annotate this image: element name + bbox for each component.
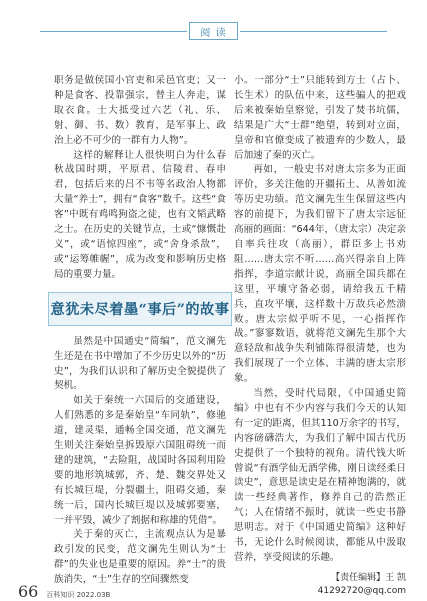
paragraph: 小。一部分“士”只能转到方士（占卜、长生术）的队伍中来，这些骗人的把戏后来被秦始皇察觉，引发了焚书坑儒，结果是广大“士群”绝望，转到对立面，皇帝和官僚变成了被遗弃的少数人，最后加速了秦的灭亡。 — [234, 75, 406, 161]
section-heading — [48, 292, 232, 326]
paragraph: 再如，一般史书对唐太宗多为正面评价，多关注他的开疆拓土、从善如流等历史功绩。范文澜先生生保留这些内容的前提下，为我们留下了唐太宗远征高丽的画面：“644年，（唐太宗）决定亲自率兵往攻（高丽），群臣多上书劝阻……唐太宗不听……高兴得亲自上阵指挥，李道宗献计说，高丽全国兵都在这里，平壤守备必弱，请给我五千精兵，直攻平壤，这样数十万敌兵必然溃败。唐太宗似乎听不见，一心指挥作战。”寥寥数语，就将范文澜先生那个大意轻敌和战争失利铺陈得很清楚，也为我们展现了一个立体、丰满的唐太宗形象。 — [234, 164, 406, 385]
paragraph: 关于秦的灭亡，主流观点认为是暴政引发的民变，范文澜先生则认为“士群”的失业也是重要的原因。养“士”的贵族消失，“士”生存的空间骤然变 — [54, 529, 226, 586]
paragraph: 职务是做侯国小官吏和采邑官吏；又一种是食客、投靠强宗，替主人奔走，谋取衣食。士大抵受过六艺（礼、乐、射、御、书、数）教育，是军事上、政治上必不可少的一群有力人物”。 — [54, 75, 226, 146]
section-label: 阅 读 — [189, 22, 238, 40]
header-rule-right — [240, 31, 387, 32]
page-number: 66 — [18, 582, 39, 601]
editor-email: 41292720@qq.com — [317, 585, 406, 596]
editor-credit: 【责任编辑】王 凯 — [331, 572, 406, 583]
section-heading-text: 意犹未尽着墨“事后”的故事 — [50, 301, 230, 318]
paragraph: 这样的解释让人很快明白为什么春秋战国时期，平原君、信陵君、春申君，包括后来的吕不韦等名政治人物都大量“养士”，拥有“食客”数千。这些“食客”中既有鸡鸣狗盗之徒，也有文韬武略之士。在历史的关键节点，士或“慷慨赴义”，或“语惊四座”，或“舍身杀敌”，或“运筹帷幄”，成为改变和影响历史格局的重要力量。 — [54, 149, 226, 280]
publication-info: 百科知识 2022.03B — [46, 591, 111, 599]
page-footer — [18, 582, 110, 601]
paragraph: 如关于秦统一六国后的交通建设，人们熟悉的多是秦始皇“车同轨”，修驰道，建灵渠，通畅全国交通，范文澜先生则关注秦始皇拆毁原六国阻碍统一而建的建筑，“去险阻，战国时各国利用险要的地形筑城郭，齐、楚、魏交界处又有长城巨堤，分裂疆土，阻碍交通，秦统一后，国内长城巨堤以及城郭要塞，一并平毁，减少了割据和称雄的凭借”。 — [54, 395, 226, 526]
paragraph: 虽然是中国通史“简编”，范文澜先生还是在书中增加了不少历史以外的“历史”，为我们认识和了解历史全貌提供了契机。 — [54, 335, 226, 392]
left-column — [50, 74, 230, 588]
right-column — [234, 74, 406, 598]
paragraph: 当然，受时代局限，《中国通史简编》中也有不少内容与我们今天的认知有一定的距离，但其110万余字的书写，内容磅礴浩大，为我们了解中国古代历史提供了一个独特的视角。清代钱大昕曾说“有酒学仙无酒学佛，刚日读经柔日读史”，意思是读史是在精神饱满的，就读一些经典著作，修养自己的浩然正气；人在情绪不振时，就读一些史书静思明志。对于《中国通史简编》这种好书，无论什么时候阅读，都能从中汲取营养，享受阅读的乐趣。 — [234, 388, 406, 563]
header-rule-left — [40, 31, 187, 32]
